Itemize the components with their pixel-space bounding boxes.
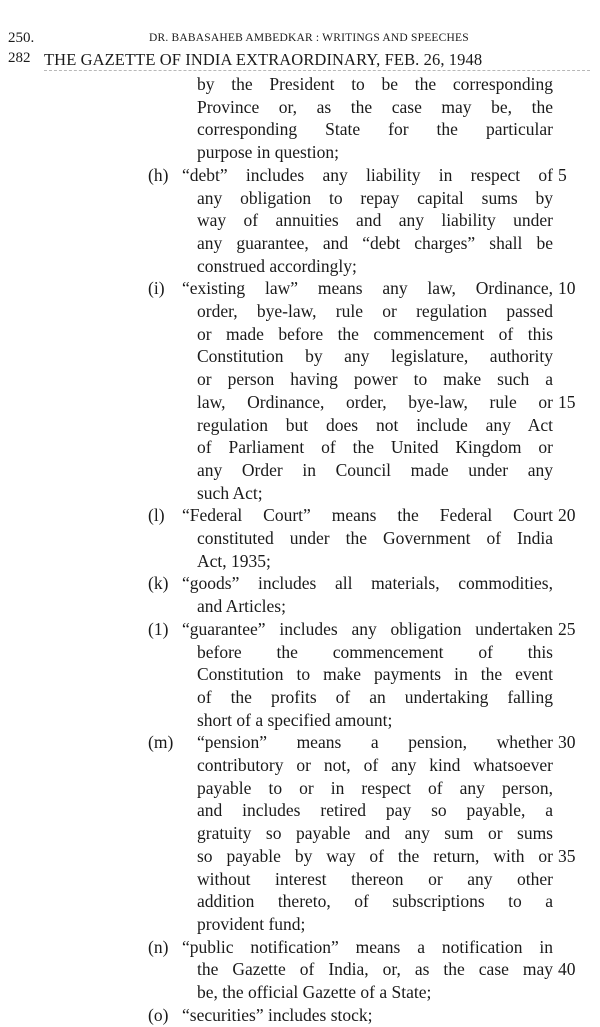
text-line: “securities” includes stock;	[182, 1005, 373, 1025]
line-number: 25	[558, 619, 576, 639]
text-line: any obligation to repay capital sums by	[197, 188, 553, 208]
gazette-running-title: THE GAZETTE OF INDIA EXTRAORDINARY, FEB. 26, 1948	[44, 50, 483, 69]
clause-label: (o)	[148, 1005, 169, 1025]
clause-label: (i)	[148, 278, 165, 298]
text-line: purpose in question;	[197, 142, 339, 162]
text-line: or made before the commencement of this	[197, 324, 553, 344]
line-number: 20	[558, 505, 576, 525]
text-line: “guarantee” includes any obligation undertaken	[182, 619, 553, 639]
text-line: be, the official Gazette of a State;	[197, 982, 432, 1002]
text-line: way of annuities and any liability under	[197, 210, 553, 230]
text-line: addition thereto, of subscriptions to a	[197, 891, 553, 911]
line-number: 35	[558, 846, 576, 866]
text-line: “Federal Court” means the Federal Court	[182, 505, 553, 525]
text-line: “existing law” means any law, Ordinance,	[182, 278, 553, 298]
line-number: 5	[558, 165, 567, 185]
text-line: “public notification” means a notification in	[182, 937, 553, 957]
text-line: any guarantee, and “debt charges” shall be	[197, 233, 553, 253]
text-line: gratuity so payable and any sum or sums	[197, 823, 553, 843]
text-line: “debt” includes any liability in respect of	[182, 165, 553, 185]
text-line: Province or, as the case may be, the	[197, 97, 553, 117]
clause-label: (m)	[148, 732, 174, 752]
clause-label: (1)	[148, 619, 169, 639]
text-line: and includes retired pay so payable, a	[197, 800, 553, 820]
text-line: law, Ordinance, order, bye-law, rule or	[197, 392, 553, 412]
clause-label: (k)	[148, 573, 169, 593]
text-line: construed accordingly;	[197, 256, 357, 276]
line-number: 10	[558, 278, 576, 298]
text-line: and Articles;	[197, 596, 286, 616]
book-running-title: DR. BABASAHEB AMBEDKAR : WRITINGS AND SPEECHES	[149, 32, 469, 44]
clause-label: (n)	[148, 937, 169, 957]
gazette-page-number: 282	[8, 50, 31, 66]
text-line: without interest thereon or any other	[197, 869, 553, 889]
text-line: constituted under the Government of India	[197, 528, 553, 548]
header-rule	[44, 70, 590, 71]
text-line: of Parliament of the United Kingdom or	[197, 437, 553, 457]
book-page-number: 250.	[8, 30, 35, 46]
text-line: by the President to be the corresponding	[197, 74, 553, 94]
clause-label: (l)	[148, 505, 165, 525]
clause-label: (h)	[148, 165, 169, 185]
text-line: payable to or in respect of any person,	[197, 778, 553, 798]
text-line: “goods” includes all materials, commodities,	[182, 573, 553, 593]
text-line: the Gazette of India, or, as the case may	[197, 959, 553, 979]
text-line: contributory or not, of any kind whatsoever	[197, 755, 553, 775]
line-number: 15	[558, 392, 576, 412]
text-line: any Order in Council made under any	[197, 460, 553, 480]
line-number: 40	[558, 959, 576, 979]
text-line: regulation but does not include any Act	[197, 415, 553, 435]
text-line: corresponding State for the particular	[197, 119, 553, 139]
text-line: so payable by way of the return, with or	[197, 846, 553, 866]
text-line: short of a specified amount;	[197, 710, 393, 730]
text-line: of the profits of an undertaking falling	[197, 687, 553, 707]
text-line: order, bye-law, rule or regulation passed	[197, 301, 553, 321]
text-line: before the commencement of this	[197, 642, 553, 662]
text-line: such Act;	[197, 483, 263, 503]
line-number: 30	[558, 732, 576, 752]
text-line: provident fund;	[197, 914, 306, 934]
text-line: “pension” means a pension, whether	[197, 732, 553, 752]
text-line: or person having power to make such a	[197, 369, 553, 389]
text-line: Act, 1935;	[197, 551, 271, 571]
text-line: Constitution to make payments in the event	[197, 664, 553, 684]
text-line: Constitution by any legislature, authority	[197, 346, 553, 366]
